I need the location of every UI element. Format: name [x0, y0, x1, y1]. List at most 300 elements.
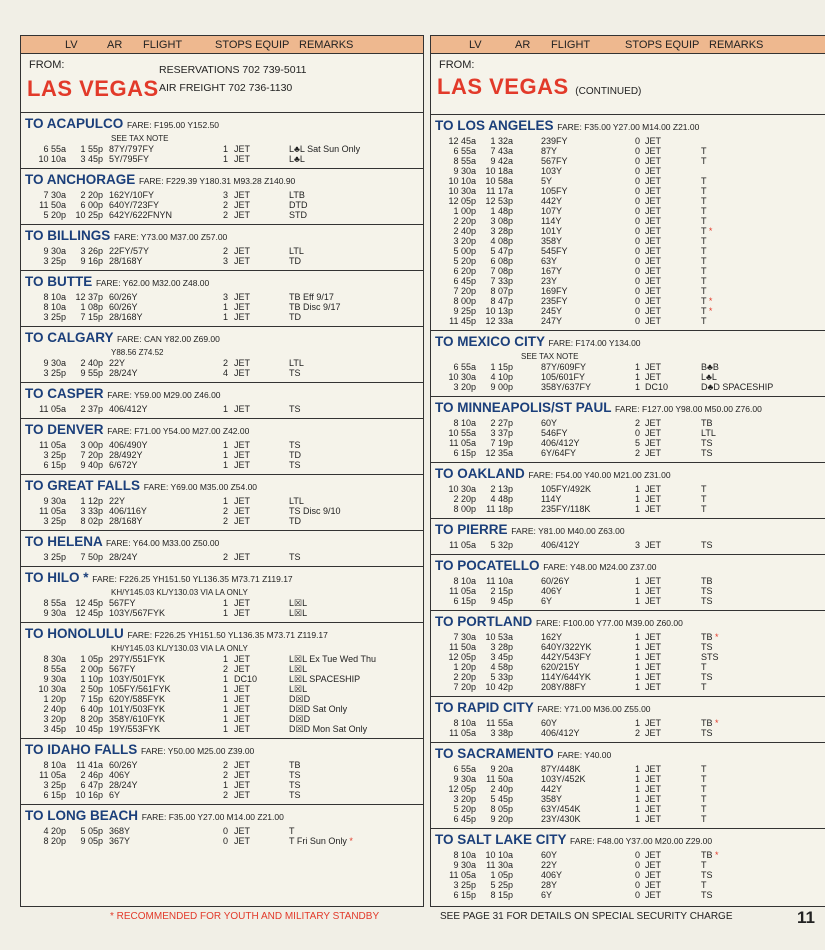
- destination-name: TO CALGARY: [25, 330, 114, 345]
- remarks: T: [701, 266, 707, 276]
- origin-city: LAS VEGAS: [27, 76, 159, 101]
- flight-row: [431, 870, 825, 880]
- depart-time: 3 45p: [43, 724, 66, 734]
- flight-number: 28/168Y: [109, 312, 143, 322]
- destination-section: [431, 611, 825, 697]
- depart-time: 10 30a: [448, 186, 476, 196]
- arrive-time: 1 32a: [490, 136, 513, 146]
- destination-section: [431, 829, 825, 904]
- destination-name: TO BILLINGS: [25, 228, 111, 243]
- depart-time: 6 55a: [453, 146, 476, 156]
- remarks: T *: [701, 306, 713, 316]
- flight-row: [21, 256, 423, 266]
- equipment: JET: [645, 196, 662, 206]
- stops: 1: [223, 312, 229, 322]
- fare-line: FARE: F229.39 Y180.31 M93.28 Z140.90: [139, 176, 296, 186]
- depart-time: 8 55a: [453, 156, 476, 166]
- fare-line: FARE: F127.00 Y98.00 M50.00 Z76.00: [615, 404, 762, 414]
- stops: 1: [223, 404, 229, 414]
- depart-time: 8 10a: [43, 760, 66, 770]
- flight-number: 358Y: [541, 794, 563, 804]
- equipment: JET: [645, 794, 662, 804]
- stops: 0: [635, 226, 641, 236]
- arrive-time: 5 32p: [490, 540, 513, 550]
- stops: 1: [635, 642, 641, 652]
- stops: 1: [223, 144, 229, 154]
- stops: 5: [635, 438, 641, 448]
- flight-row: [21, 770, 423, 780]
- arrive-time: 11 10a: [486, 576, 513, 586]
- remarks: B♣B: [701, 362, 719, 372]
- remarks: T: [701, 146, 707, 156]
- depart-time: 8 55a: [43, 664, 66, 674]
- flight-number: 406/412Y: [541, 438, 580, 448]
- stops: 0: [223, 826, 229, 836]
- equipment: JET: [645, 448, 662, 458]
- flight-row: [21, 790, 423, 800]
- fare-note: KH/Y145.03 KL/Y130.03 VIA LA ONLY: [111, 644, 248, 653]
- destination-section: [21, 419, 423, 475]
- flight-number: 239FY: [541, 136, 568, 146]
- right-column: [430, 35, 825, 907]
- fare-line: FARE: Y62.00 M32.00 Z48.00: [96, 278, 210, 288]
- depart-time: 9 30a: [43, 496, 66, 506]
- flight-row: [21, 684, 423, 694]
- arrive-time: 5 33p: [490, 672, 513, 682]
- remarks: TS: [701, 890, 713, 900]
- equipment: JET: [234, 760, 251, 770]
- destination-title: [21, 741, 423, 760]
- arrive-time: 7 33p: [490, 276, 513, 286]
- destination-title: [431, 613, 825, 632]
- fare-line: FARE: F100.00 Y77.00 M39.00 Z60.00: [536, 618, 683, 628]
- header-ar: AR: [515, 39, 531, 51]
- fare-line: FARE: F195.00 Y152.50: [127, 120, 220, 130]
- flight-number: 60Y: [541, 418, 558, 428]
- fare-line: FARE: F54.00 Y40.00 M21.00 Z31.00: [528, 470, 671, 480]
- stops: 1: [223, 694, 229, 704]
- equipment: JET: [645, 728, 662, 738]
- remarks: LTL: [289, 496, 304, 506]
- stops: 0: [635, 166, 641, 176]
- stops: 1: [223, 684, 229, 694]
- remarks: TD: [289, 256, 301, 266]
- flight-row: [21, 450, 423, 460]
- flight-row: [21, 598, 423, 608]
- stops: 0: [635, 196, 641, 206]
- flight-number: 22Y: [541, 860, 558, 870]
- arrive-time: 3 08p: [490, 216, 513, 226]
- flight-number: 367Y: [109, 836, 131, 846]
- destination-name: TO MINNEAPOLIS/ST PAUL: [435, 400, 612, 415]
- depart-time: 11 50a: [449, 642, 476, 652]
- destination-name: TO POCATELLO: [435, 558, 540, 573]
- stops: 0: [635, 276, 641, 286]
- stops: 1: [635, 484, 641, 494]
- flight-number: 162Y/10FY: [109, 190, 155, 200]
- equipment: JET: [234, 190, 251, 200]
- depart-time: 4 20p: [43, 826, 66, 836]
- flight-number: 101Y/503FYK: [109, 704, 166, 714]
- stops: 2: [223, 506, 229, 516]
- equipment: JET: [234, 440, 251, 450]
- stops: 0: [635, 176, 641, 186]
- remarks: T: [701, 774, 707, 784]
- depart-time: 11 05a: [449, 586, 476, 596]
- flight-number: 87Y/609FY: [541, 362, 587, 372]
- destination-section: [21, 567, 423, 623]
- arrive-time: 1 10p: [80, 674, 103, 684]
- remarks: L♣L: [701, 372, 717, 382]
- stops: 0: [635, 266, 641, 276]
- flight-row: [21, 200, 423, 210]
- fare-line: FARE: Y48.00 M24.00 Z37.00: [543, 562, 657, 572]
- flight-row: [431, 382, 825, 392]
- flight-number: 101Y: [541, 226, 563, 236]
- flight-number: 406/412Y: [109, 404, 148, 414]
- remarks: TB *: [701, 632, 719, 642]
- depart-time: 3 20p: [453, 236, 476, 246]
- destination-title: [431, 521, 825, 540]
- destination-title: [431, 465, 825, 484]
- flight-row: [431, 226, 825, 236]
- remarks: TS: [701, 540, 713, 550]
- flight-number: 22FY/57Y: [109, 246, 150, 256]
- equipment: JET: [234, 200, 251, 210]
- equipment: JET: [645, 814, 662, 824]
- remarks: TS: [701, 672, 713, 682]
- depart-time: 9 25p: [453, 306, 476, 316]
- fare-line: FARE: Y73.00 M37.00 Z57.00: [114, 232, 228, 242]
- equipment: JET: [645, 860, 662, 870]
- flight-number: 103Y: [541, 166, 563, 176]
- from-label: FROM:: [439, 59, 475, 71]
- depart-time: 8 20p: [43, 836, 66, 846]
- flight-number: 368Y: [109, 826, 131, 836]
- remarks: DTD: [289, 200, 308, 210]
- depart-time: 10 30a: [38, 684, 66, 694]
- arrive-time: 8 47p: [490, 296, 513, 306]
- flight-number: 114Y: [541, 494, 562, 504]
- stops: 0: [635, 286, 641, 296]
- flight-row: [431, 784, 825, 794]
- flight-row: [431, 728, 825, 738]
- arrive-time: 1 08p: [80, 302, 103, 312]
- remarks: T: [701, 176, 707, 186]
- flight-row: [431, 632, 825, 642]
- remarks: T: [701, 236, 707, 246]
- arrive-time: 5 05p: [80, 826, 103, 836]
- flight-row: [431, 256, 825, 266]
- remarks: T: [701, 286, 707, 296]
- equipment: JET: [645, 216, 662, 226]
- arrive-time: 10 16p: [75, 790, 103, 800]
- stops: 3: [223, 190, 229, 200]
- arrive-time: 5 25p: [490, 880, 513, 890]
- destination-section: [431, 519, 825, 555]
- depart-time: 3 25p: [43, 450, 66, 460]
- flight-number: 60Y: [541, 718, 558, 728]
- depart-time: 6 15p: [43, 790, 66, 800]
- flight-number: 28Y: [541, 880, 558, 890]
- remarks: TB *: [701, 850, 719, 860]
- equipment: JET: [645, 586, 662, 596]
- destination-name: TO IDAHO FALLS: [25, 742, 138, 757]
- flight-row: [21, 358, 423, 368]
- stops: 0: [635, 156, 641, 166]
- remarks: TS: [701, 596, 713, 606]
- arrive-time: 7 19p: [490, 438, 513, 448]
- flight-number: 406Y: [541, 586, 563, 596]
- fare-line: FARE: F48.00 Y37.00 M20.00 Z29.00: [570, 836, 713, 846]
- destination-section: [431, 743, 825, 829]
- remarks: TS: [701, 642, 713, 652]
- arrive-time: 3 45p: [80, 154, 103, 164]
- equipment: JET: [645, 286, 662, 296]
- destination-section: [21, 169, 423, 225]
- remarks: T: [701, 484, 707, 494]
- arrive-time: 9 42a: [490, 156, 513, 166]
- remarks: T: [701, 804, 707, 814]
- flight-number: 60/26Y: [541, 576, 570, 586]
- arrive-time: 7 50p: [80, 552, 103, 562]
- depart-time: 3 25p: [43, 368, 66, 378]
- stops: 1: [635, 596, 641, 606]
- fare-line: FARE: Y40.00: [557, 750, 612, 760]
- arrive-time: 4 08p: [490, 236, 513, 246]
- equipment: JET: [234, 770, 251, 780]
- flight-number: 442Y: [541, 196, 563, 206]
- depart-time: 9 30a: [43, 358, 66, 368]
- stops: 1: [223, 302, 229, 312]
- destination-name: TO LOS ANGELES: [435, 118, 554, 133]
- destination-section: [431, 463, 825, 519]
- equipment: JET: [645, 246, 662, 256]
- stops: 3: [635, 540, 641, 550]
- stops: 0: [635, 850, 641, 860]
- equipment: JET: [234, 714, 251, 724]
- equipment: JET: [234, 780, 251, 790]
- equipment: JET: [645, 784, 662, 794]
- flight-row: [431, 764, 825, 774]
- stops: 1: [635, 662, 641, 672]
- destination-name: TO PORTLAND: [435, 614, 533, 629]
- depart-time: 9 30a: [43, 608, 66, 618]
- destination-section: [21, 225, 423, 271]
- remarks: LTL: [289, 358, 304, 368]
- remarks: T: [289, 826, 295, 836]
- flight-number: 22Y: [109, 358, 126, 368]
- arrive-time: 2 15p: [490, 586, 513, 596]
- equipment: JET: [234, 724, 251, 734]
- stops: 1: [635, 774, 641, 784]
- remarks: TS: [289, 440, 301, 450]
- stops: 1: [635, 504, 641, 514]
- stops: 2: [635, 728, 641, 738]
- fare-line: FARE: Y59.00 M29.00 Z46.00: [107, 390, 221, 400]
- stops: 1: [635, 494, 641, 504]
- depart-time: 6 15p: [43, 460, 66, 470]
- depart-time: 9 30a: [453, 860, 476, 870]
- arrive-time: 8 20p: [80, 714, 103, 724]
- equipment: JET: [645, 418, 662, 428]
- arrive-time: 12 35a: [485, 448, 513, 458]
- remarks: D☒D Sat Only: [289, 704, 348, 714]
- equipment: JET: [645, 176, 662, 186]
- stops: 0: [635, 296, 641, 306]
- equipment: JET: [234, 790, 251, 800]
- flight-number: 358Y: [541, 236, 563, 246]
- flight-row: [431, 216, 825, 226]
- depart-time: 1 20p: [453, 662, 476, 672]
- destination-section: [21, 531, 423, 567]
- flight-number: 22Y: [109, 496, 126, 506]
- flight-number: 6Y/64FY: [541, 448, 577, 458]
- equipment: JET: [645, 136, 662, 146]
- depart-time: 6 15p: [453, 596, 476, 606]
- flight-number: 406/490Y: [109, 440, 148, 450]
- remarks: T: [701, 814, 707, 824]
- depart-time: 11 05a: [39, 770, 66, 780]
- flight-number: 28/168Y: [109, 516, 143, 526]
- remarks: TB: [289, 760, 301, 770]
- equipment: JET: [645, 576, 662, 586]
- destination-title: [431, 557, 825, 576]
- depart-time: 2 40p: [453, 226, 476, 236]
- depart-time: 3 25p: [453, 880, 476, 890]
- destination-section: [431, 397, 825, 463]
- flight-number: 23Y/430K: [541, 814, 581, 824]
- destination-title: [431, 831, 825, 850]
- fare-line: FARE: F226.25 YH151.50 YL136.35 M73.71 Z119.17: [127, 630, 328, 640]
- flight-number: 546FY: [541, 428, 568, 438]
- fare-line: FARE: Y50.00 M25.00 Z39.00: [141, 746, 255, 756]
- stops: 1: [635, 718, 641, 728]
- arrive-time: 1 55p: [80, 144, 103, 154]
- arrive-time: 1 05p: [490, 870, 513, 880]
- flight-number: 28/24Y: [109, 552, 138, 562]
- stops: 1: [223, 714, 229, 724]
- depart-time: 3 20p: [453, 382, 476, 392]
- stops: 1: [223, 598, 229, 608]
- remarks: T: [701, 276, 707, 286]
- equipment: JET: [645, 156, 662, 166]
- arrive-time: 3 33p: [80, 506, 103, 516]
- stops: 1: [635, 382, 641, 392]
- remarks: LTB: [289, 190, 305, 200]
- reservations-phone: RESERVATIONS 702 739-5011: [159, 64, 307, 76]
- equipment: JET: [645, 662, 662, 672]
- remarks: TS: [701, 586, 713, 596]
- depart-time: 9 30a: [43, 674, 66, 684]
- equipment: JET: [645, 438, 662, 448]
- flight-number: 87Y: [541, 146, 558, 156]
- flight-number: 5Y/795FY: [109, 154, 150, 164]
- equipment: JET: [234, 460, 251, 470]
- arrive-time: 4 48p: [490, 494, 513, 504]
- flight-row: [431, 438, 825, 448]
- flight-row: [431, 794, 825, 804]
- equipment: JET: [645, 596, 662, 606]
- destination-title: [21, 329, 423, 348]
- remarks: TS: [289, 368, 301, 378]
- equipment: JET: [645, 540, 662, 550]
- equipment: JET: [234, 684, 251, 694]
- header-stops-equip: STOPS EQUIP: [625, 39, 700, 51]
- depart-time: 12 05p: [448, 196, 476, 206]
- from-block: [431, 54, 825, 115]
- flight-number: 442Y: [541, 784, 563, 794]
- depart-time: 5 20p: [43, 210, 66, 220]
- stops: 1: [635, 804, 641, 814]
- equipment: JET: [645, 236, 662, 246]
- stops: 0: [635, 890, 641, 900]
- equipment: JET: [645, 642, 662, 652]
- depart-time: 6 20p: [453, 266, 476, 276]
- remarks: T: [701, 316, 707, 326]
- airfreight-phone: AIR FREIGHT 702 736-1130: [159, 82, 293, 94]
- destination-name: TO MEXICO CITY: [435, 334, 545, 349]
- depart-time: 6 55a: [43, 144, 66, 154]
- remarks: T: [701, 494, 707, 504]
- arrive-time: 9 55p: [80, 368, 103, 378]
- flight-row: [21, 246, 423, 256]
- destination-title: [21, 115, 423, 134]
- column-header: [21, 36, 423, 54]
- flight-number: 6Y: [541, 596, 553, 606]
- remarks: L☒L SPACESHIP: [289, 674, 361, 684]
- arrive-time: 1 05p: [80, 654, 103, 664]
- depart-time: 3 20p: [453, 794, 476, 804]
- destination-section: [21, 475, 423, 531]
- remarks: T *: [701, 226, 713, 236]
- equipment: JET: [234, 246, 251, 256]
- flight-row: [431, 296, 825, 306]
- depart-time: 10 30a: [448, 372, 476, 382]
- depart-time: 11 05a: [449, 870, 476, 880]
- flight-row: [431, 146, 825, 156]
- fare-line: FARE: Y69.00 M35.00 Z54.00: [143, 482, 258, 492]
- from-label: FROM:: [29, 59, 65, 71]
- stops: 1: [635, 682, 641, 692]
- depart-time: 11 05a: [449, 540, 476, 550]
- arrive-time: 2 40p: [490, 784, 513, 794]
- arrive-time: 10 53a: [485, 632, 513, 642]
- depart-time: 6 15p: [453, 890, 476, 900]
- depart-time: 11 05a: [449, 728, 476, 738]
- flight-row: [431, 276, 825, 286]
- header-flight: FLIGHT: [551, 39, 591, 51]
- stops: 1: [635, 672, 641, 682]
- equipment: JET: [645, 672, 662, 682]
- remarks: TS Disc 9/10: [289, 506, 341, 516]
- equipment: JET: [645, 774, 662, 784]
- equipment: JET: [645, 632, 662, 642]
- arrive-time: 9 00p: [490, 382, 513, 392]
- stops: 0: [635, 186, 641, 196]
- flight-row: [21, 404, 423, 414]
- depart-time: 3 25p: [43, 312, 66, 322]
- destination-title: [21, 273, 423, 292]
- flight-number: 103Y/452K: [541, 774, 586, 784]
- left-destinations: [21, 113, 423, 850]
- header-remarks: REMARKS: [709, 39, 764, 51]
- arrive-time: 2 46p: [80, 770, 103, 780]
- remarks: T: [701, 216, 707, 226]
- flight-row: [21, 836, 423, 846]
- destination-title: [21, 227, 423, 246]
- remarks: TS: [701, 728, 713, 738]
